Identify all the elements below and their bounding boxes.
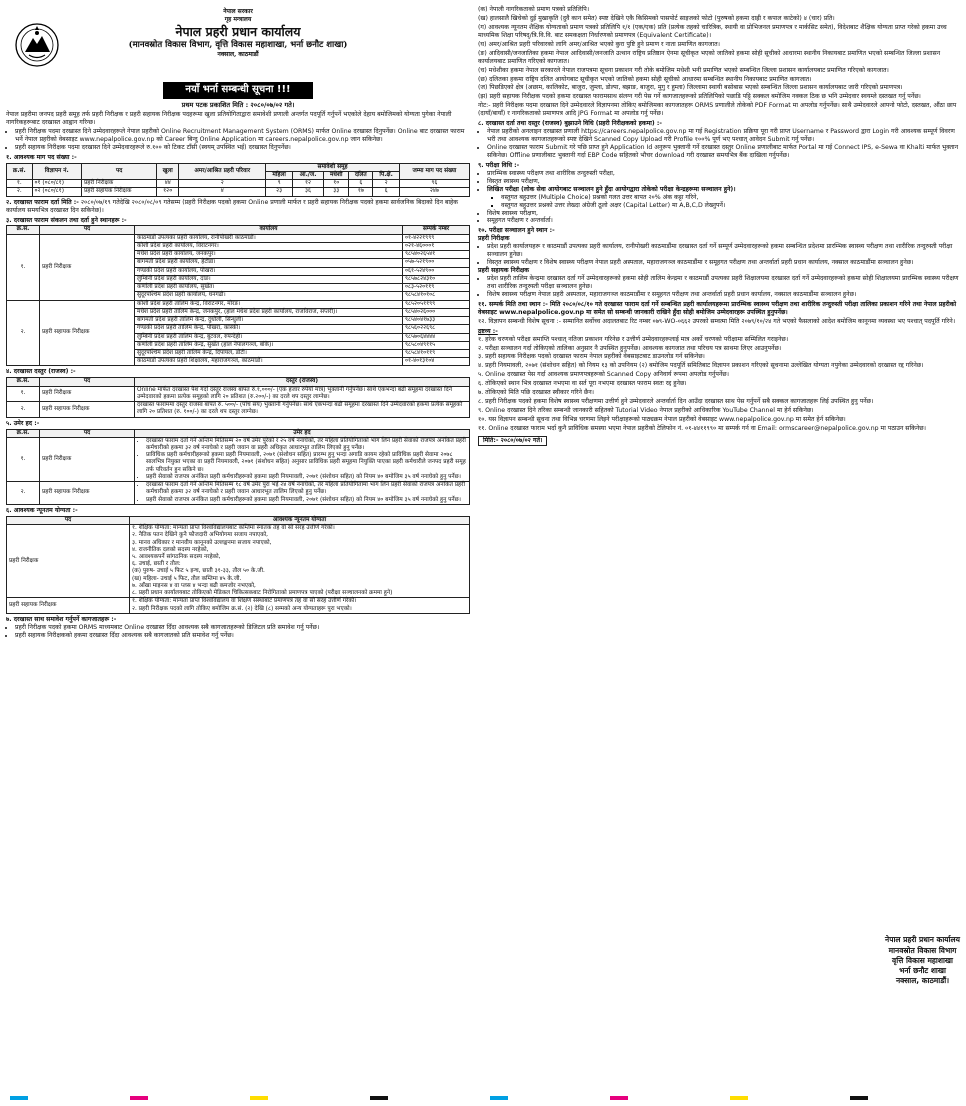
nepal-government-emblem-icon xyxy=(14,22,60,68)
office-phone: ९८५७८२४३१० xyxy=(403,275,470,283)
sign-line: नेपाल प्रहरी प्रधान कार्यालय xyxy=(885,935,960,945)
table-row xyxy=(7,525,470,598)
sec9-title: ९. परीक्षा विधि :- xyxy=(478,161,520,169)
cell: प्रहरी निरीक्षक xyxy=(7,525,130,598)
sign-line: मानवस्रोत विकास विभाग xyxy=(888,945,957,955)
sec9-list xyxy=(478,170,960,226)
sec7-list xyxy=(6,624,470,640)
cell: ६ xyxy=(349,180,373,188)
cell: ३६ xyxy=(292,188,323,196)
sec10-asi: प्रहरी सहायक निरीक्षक xyxy=(478,267,530,275)
dept-line: (मानवस्रोत विकास विभाग, वृत्ति विकास महाशाखा, भर्ना छनौट शाखा) xyxy=(128,40,348,51)
cell: ४ xyxy=(179,188,266,196)
qualification-item: (क) पुरुष- उचाई ५ फिट ५ इन्च, छाती ३१-३३, तौल ५० के.जी. xyxy=(132,568,265,575)
notice-date: मिति:- २०८०/०७/०२ गते। xyxy=(478,436,547,446)
cell: १. xyxy=(7,234,40,300)
sec10-asi-list xyxy=(478,275,960,299)
sec8-list xyxy=(478,128,960,160)
cell: Online मार्फत दरखास्त पेश गर्दा दस्तुर राजस्व बापत रु.१,०००/- (एक हजार रुपैयाँ मात्र) भुक्तानी गर्नुपर्नेछ। साथै एकभन्दा बढी समूहमा दरखास्त दिने उम्मेदवारको हकमा प्रत्येक समूहको लागि २० प्रतिशत (रु.२००/-) का दरले थप दस्तुर लाग्नेछ। xyxy=(135,386,470,401)
cell: ०२ (०८०/८१) xyxy=(32,188,81,196)
publish-date: प्रथम पटक प्रकाशित मिति : २०८०/०७/०२ गते। xyxy=(181,100,295,109)
office-name: कर्णाली प्रदेश प्रहरी तालिम केन्द्र, सुर्खेत (हाल नेपालगञ्ज, बाँके)। xyxy=(135,341,403,349)
note-item: ९. Online दरखास्त दिने तरिका सम्बन्धी जानकारी सहितको Tutorial Video नेपाल प्रहरीको आधिकारिक YouTube Channel मा हेर्न सकिनेछ। xyxy=(478,407,814,415)
cell: दरखास्त फाराममा दस्तुर राजस्व बापत रु. ५००/- (पाँच सय) भुक्तानी गर्नुपर्नेछ। साथै एकभन्दा बढी समूहमा दरखास्त दिने उम्मेदवारको हकमा प्रत्येक समूहको लागि २० प्रतिशत (रु. १००/-) का दरले थप दस्तुर लाग्नेछ। xyxy=(135,402,470,417)
cell: २ xyxy=(373,180,399,188)
sec6-title: ६. आवश्यक न्यूनतम योग्यता :- xyxy=(6,506,78,514)
sec2-text: २०८०/०७/१९ गतेदेखि २०८०/०८/०९ गतेसम्म (प्रहरी निरीक्षक पदको हकमा Online प्रणाली मार्फत र प्रहरी सहायक निरीक्षक पदको हकमा सार्वजनिक बिदाको दिन बाहेक कार्यालय समयभित्र दरखास्त दिन सकिनेछ)। xyxy=(6,198,459,214)
th: पद xyxy=(7,516,130,524)
age-table xyxy=(6,429,470,505)
sec2-title: २. दरखास्त फाराम दर्ता मिति :- xyxy=(6,198,79,206)
cell: ६ xyxy=(373,188,399,196)
office-name: कोशी प्रदेश प्रहरी तालिम केन्द्र, विराटनगर, मोरङ। xyxy=(135,300,403,308)
qualification-item: ४. राजनीतिक दलको सदस्य नरहेको, xyxy=(132,546,209,553)
office-phone: ०५७-५२१९०० xyxy=(403,259,470,267)
cell xyxy=(135,482,470,505)
cell: १. xyxy=(7,180,33,188)
date-wrap xyxy=(478,436,960,446)
sec10-pi-list xyxy=(478,243,960,267)
exam-step: ▪ वस्तुगत बहुउत्तर प्रश्नको उत्तर लेख्दा अंग्रेजी ठूलो अक्षर (Capital Letter) मा A,B,C,D लेख्नुपर्ने। xyxy=(501,202,960,210)
age-rule: • प्रहरी सेवाको राजपत्र अनंकित प्रहरी कर्मचारीहरूको हकमा प्रहरी नियमावली, २०७१ (संशोधन सहित) को नियम ४० बमोजिम ३५ वर्ष ननाघेको हुनु पर्नेछ। xyxy=(146,474,467,481)
document-item: (ज) पिछडिएको क्षेत्र (अछाम, कालिकोट, बाजुरा, जुम्ला, डोल्पा, बझाङ, बाजुरा, मुगु र हुम्ला) जिल्लामा स्थायी बसोबास भएको सम्बन्धित जिल्ला प्रशासन कार्यालयबाट जारी गरिएको प्रमाणपत्र। xyxy=(478,84,903,92)
cell: १. xyxy=(7,386,40,401)
cell: प्रहरी निरीक्षक xyxy=(40,234,135,300)
office-name: लुम्बिनी प्रदेश प्रहरी तालिम केन्द्र, बुटवल, रुपन्देही। xyxy=(135,333,403,341)
office-phone: ९८५७०६४४४४ xyxy=(403,333,470,341)
ministry-line: गृह मन्त्रालय xyxy=(224,15,252,23)
qualification-item: १. शैक्षिक योग्यता: मान्यता प्राप्त विश्वविद्यालय वा शिक्षण संस्थाबाट प्रमाणपत्र तह वा सो सरह उत्तीर्ण गरेको। xyxy=(132,598,357,605)
venue-item: • प्रदेश प्रहरी तालिम केन्द्रमा दरखास्त दर्ता गर्ने उम्मेदवारहरूको हकमा सोही तालिम केन्द्रमा र काठमाडौं उपत्यका प्रहरी शिक्षालयमा दरखास्त दर्ता गर्ने उम्मेदवारहरूको हकमा सोही शिक्षालयमा प्रारम्भिक स्वास्थ्य परीक्षण तथा शारीरिक तन्दुरुस्ती परीक्षा सञ्चालन हुनेछ। xyxy=(487,275,960,291)
venue-item: • प्रदेश प्रहरी कार्यालयहरू र काठमाडौं उपत्यका प्रहरी कार्यालय, रानीपोखरी काठमाडौंमा दरखास्त दर्ता गर्ने सम्पूर्ण उम्मेदवारहरूको हकमा सम्बन्धित प्रदेशमा प्रारम्भिक स्वास्थ्य परीक्षण तथा शारीरिक तन्दुरुस्ती परीक्षा सञ्चालन हुनेछ। xyxy=(487,243,960,259)
sec7-title: ७. दरखास्त साथ समावेश गर्नुपर्ने कागजातहरू :- xyxy=(6,615,117,623)
sec3-title: ३. दरखास्त फाराम संकलन तथा दर्ता हुने स्थानहरू :- xyxy=(6,216,127,224)
th: खुला xyxy=(157,163,179,179)
sec8-item: • Online दरखास्त फाराम Submit गरे पछि प्राप्त हुने Application Id अनुरूप भुक्तानी गर्ने दरखास्त दस्तुर Online प्रणालीबाट मार्फत Portal मा गई Connect IPS, e-Sewa वा Khalti मार्फत भुक्तान सकिनेछ। Offline प्रणालीबाट भुक्तानी गर्दा EBP Code सहितको भौचर download गरी दरखास्त समयभित्र बैंक दाखिला गर्नुपर्नेछ। xyxy=(487,144,960,160)
color-swatch xyxy=(250,1096,268,1100)
document-item: (छ) दलितका हकमा राष्ट्रिय दलित आयोगबाट सूचीकृत भएको जातिको हकमा सोही सूचीको आधारमा सम्बन्धित स्थानीय निकायबाट प्रमाणित कागजात। xyxy=(478,75,812,83)
th: अमर/आश्रित प्रहरी परिवार xyxy=(179,163,266,179)
th: पद xyxy=(81,163,156,179)
sec10-title: १०. परीक्षा सञ्चालन हुने स्थान :- xyxy=(478,227,555,235)
cell: प्रहरी सहायक निरीक्षक xyxy=(40,300,135,366)
th: पद xyxy=(40,226,135,234)
exam-step: • विशेष स्वास्थ्य परीक्षण, xyxy=(487,210,960,218)
color-swatch xyxy=(130,1096,148,1100)
age-rule: • प्रहरी सेवाको राजपत्र अनंकित प्रहरी कर्मचारीहरूको हकमा प्रहरी नियमावली, २०७१ (संशोधन सहित) को नियम ४० बमोजिम ३५ वर्ष ननाघेको हुनु पर्नेछ। xyxy=(146,497,467,504)
office-name: मधेश प्रदेश प्रहरी तालिम केन्द्र, जनकपुर, (हाल मधेश प्रदेश प्रहरी कार्यालय, राजविराज, सप्तरी)। xyxy=(135,308,403,316)
cell: १२० xyxy=(157,188,179,196)
note-item: ६. तोकिएको स्थान भित्र दरखास्त नभएमा वा सर्त पूरा नभएमा दरखास्त फाराम स्वतः रद्द हुनेछ। xyxy=(478,380,687,388)
note-item: ११. Online दरखास्त फाराम भर्दा कुनै प्राविधिक समस्या भएमा नेपाल प्रहरीको टेलिफोन नं. ०१-४४११९९० मा सम्पर्क गर्न वा Email: ormscareer@nepalpolice.gov.np मा पठाउन सकिनेछ। xyxy=(478,424,926,432)
upload-note: नोट:- प्रहरी निरीक्षक पदमा दरखास्त दिने उम्मेदवारले विज्ञापनमा तोकिए बमोजिमका कागजातहरू ORMS प्रणालीले तोकेको PDF Format मा अपलोड गर्नुपर्नेछ। साथै उम्मेदवारले आफ्नो फोटो, दस्तखत, औंठा छाप (दायाँ/बायाँ) र नागरिकताको प्रमाणपत्र आदि JPG Format मा अपलोड गर्नु पर्नेछ। xyxy=(478,102,957,118)
documents-list xyxy=(478,6,960,101)
cell: २. xyxy=(7,482,40,505)
office-phone: ०२१-४६०००१ xyxy=(403,242,470,250)
table-row xyxy=(7,598,470,613)
cell xyxy=(135,437,470,481)
note-item: ३. प्रहरी सहायक निरीक्षक पदको दरखास्त फाराम नेपाल प्रहरीको वेबसाइटबाट डाउनलोड गर्न सकिनेछ। xyxy=(478,353,705,361)
th: जम्मा माग पद संख्या xyxy=(399,163,469,179)
table-row xyxy=(7,402,470,417)
table-row xyxy=(7,234,470,242)
sec8-title: ८. दरखास्त दर्ता तथा दस्तुर (राजस्व) बुझाउने विधि (प्रहरी निरीक्षकको हकमा) :- xyxy=(478,120,662,128)
qualification-item: ५. आवश्यकपर्ने सांगठनिक सदस्य नरहेको, xyxy=(132,553,221,560)
office-name: काठमाडौं उपत्यका प्रहरी शिक्षालय, महाराजगञ्ज, काठमाडौं। xyxy=(135,358,403,366)
document-item: (ग) आवश्यक न्यूनतम शैक्षिक योग्यताको प्रमाण पत्रको प्रतिलिपि १/१ (एक/एक) प्रति (प्रत्येक तहको चारित्रिक, स्थायी वा प्रोभिजनल प्रमाणपत्र र मार्कसिट समेत), विदेशबाट शैक्षिक योग्यता प्राप्त गरेको हकमा उच्च माध्यमिक शिक्षा परिषद्/त्रि.वि.वि. बाट समकक्षता निर्धारणको प्रमाणपत्र (Equivalent Certificate)। xyxy=(478,23,947,39)
qualification-item: ७. आँखा माइनस ४ वा प्लस ४ भन्दा बढी कमजोर नभएको, xyxy=(132,582,256,589)
th: सम्पर्क नम्बर xyxy=(403,226,470,234)
cell: ४४ xyxy=(157,180,179,188)
office-phone: ०६१-५२४९०० xyxy=(403,267,470,275)
exam-step: • लिखित परीक्षा (लोक सेवा आयोगबाट सञ्चालन हुने हुँदा आयोगद्वारा तोकेको परीक्षा केन्द्रहरूमा सञ्चालन हुने)। xyxy=(487,186,960,194)
th: उमेर हद xyxy=(135,429,470,437)
office-name: कर्णाली प्रदेश प्रहरी कार्यालय, सुर्खेत। xyxy=(135,284,403,292)
offices-table xyxy=(6,225,470,366)
sign-line: भर्ना छनौट शाखा xyxy=(899,965,946,975)
office-name: सुदूरपश्चिम प्रदेश प्रहरी तालिम केन्द्र, दिपायल, डोटी। xyxy=(135,350,403,358)
intro-bullets xyxy=(6,128,470,152)
note-item: ८. प्रहरी निरीक्षक पदको हकमा विशेष स्वास्थ्य परीक्षणमा उत्तीर्ण हुने उम्मेदवारले अन्तर्वार्ता दिन आउँदा दरखास्त साथ पेस गर्नुपर्ने सबै सक्कल कागजातहरू लिई उपस्थित हुनु पर्नेछ। xyxy=(478,398,874,406)
cell: १२ xyxy=(292,180,323,188)
th: कार्यालय xyxy=(135,226,403,234)
cell: १० xyxy=(324,180,349,188)
office-phone: ९८५४०२६५४१ xyxy=(403,251,470,259)
qualification-item: ८. प्रहरी प्रधान कार्यालयबाट तोकिएको मेडिकल चिकित्सकबाट निरोगिताको प्रमाणपत्र पाएको (परीक्षा सञ्चालनको क्रममा हुने) xyxy=(132,590,393,597)
qualification-item: ६. उचाई, छाती र तौल: xyxy=(132,561,181,568)
vacancy-table xyxy=(6,163,470,197)
table-row xyxy=(7,386,470,401)
sign-line: वृत्ति विकास महाशाखा xyxy=(892,955,953,965)
th: विज्ञापन नं. xyxy=(32,163,81,179)
intro-bullet: • प्रहरी निरीक्षक पदमा दरखास्त दिने उम्मेदवारहरूले नेपाल प्रहरीको Online Recruitment Management System (ORMS) मार्फत Online दरखास्त दिनुपर्नेछ। Online बाट दरखास्त फाराम भर्ने नेपाल प्रहरीको वेबसाइट www.nepalpolice.gov.np को Career बिन्दु Online Application मा careers.nepalpolice.gov.np जान सकिनेछ। xyxy=(15,128,470,144)
office-phone: ९८५४०२६००० xyxy=(403,308,470,316)
th-group: समावेशी समूह xyxy=(266,163,399,171)
cell: प्रहरी सहायक निरीक्षक xyxy=(7,598,130,613)
color-swatch xyxy=(610,1096,628,1100)
sign-line: नक्साल, काठमाडौं। xyxy=(895,975,950,985)
qualification-item: ३. मानव अधिकार र मानवीय कानूनको उल्लङ्घनमा सजाय नपाएको, xyxy=(132,539,272,546)
offices-body xyxy=(7,234,470,366)
sec10-pi: प्रहरी निरीक्षक xyxy=(478,235,510,243)
cell xyxy=(130,598,470,613)
office-phone: ९८५२०५११९९ xyxy=(403,300,470,308)
th: आ./ज. xyxy=(292,171,323,179)
office-name: काठमाडौं उपत्यका प्रहरी कार्यालय, रानीपोखरी काठमाडौं। xyxy=(135,234,403,242)
cell: ३३ xyxy=(324,188,349,196)
org-title: नेपाल प्रहरी प्रधान कार्यालय xyxy=(175,24,301,40)
note-item: १. हरेक चरणको परीक्षा समाप्ति पश्चात् नतिजा प्रकाशन गरिनेछ र उत्तीर्ण उम्मेदवारहरूलाई मात्र अर्को चरणको परीक्षामा सम्मिलित गराइनेछ। xyxy=(478,335,789,343)
color-swatch xyxy=(850,1096,868,1100)
document-item: (घ) अमर/आश्रित प्रहरी परिवारको लागि अमर/आश्रित भएको कुरा पुष्टि हुने प्रमाण र नाता प्रमाणित कागजात। xyxy=(478,40,720,48)
fee-table xyxy=(6,377,470,417)
note-item: ५. Online दरखास्त पेस गर्दा आवश्यक प्रमाणपत्रहरूको Scanned Copy अनिवार्य रूपमा अपलोड गर्नुपर्नेछ। xyxy=(478,371,729,379)
cell: प्रहरी सहायक निरीक्षक xyxy=(81,188,156,196)
qualification-item: (ख) महिला- उचाई ५ फिट, तौल कम्तिमा ४५ के.जी. xyxy=(132,575,242,582)
th: आवश्यक न्यूनतम योग्यता xyxy=(130,516,470,524)
office-phone: ९८५८४१०११९ xyxy=(403,350,470,358)
sec5-title: ५. उमेर हद :- xyxy=(6,419,40,427)
sec1-title: १. आवश्यक माग पद संख्या :- xyxy=(6,153,77,161)
cell: प्रहरी सहायक निरीक्षक xyxy=(40,402,135,417)
cell: २३ xyxy=(266,188,293,196)
table-row xyxy=(7,188,470,196)
qualification-item: १. शैक्षिक योग्यता: मान्यता प्राप्त विश्वविद्यालयबाट कम्तिमा स्नातक तह वा सो सरह उत्तीर्ण गरेको। xyxy=(132,525,335,532)
cell: २. xyxy=(7,188,33,196)
qualification-table xyxy=(6,516,470,614)
cell: २. xyxy=(7,300,40,366)
qualification-item: २. प्रहरी निरीक्षक पदको लागि तोकिए बमोजिम क्र.सं. (२) देखि (८) सम्मको अन्य योग्यताहरू पुरा भएको। xyxy=(132,605,352,612)
document-item: (ख) हालसालै खिचेको दुई मुखाकृति (दुवै कान समेत) स्पष्ट देखिने एकै किसिमको पासपोर्ट साइजको फोटो (पुरुषको हकमा दाह्री र कपाल काटेको) ४ (चार) प्रति। xyxy=(478,14,835,22)
cell: २४७ xyxy=(399,188,469,196)
color-swatch xyxy=(10,1096,28,1100)
color-swatch xyxy=(370,1096,388,1100)
cell: ०१ (०८०/८१) xyxy=(32,180,81,188)
office-name: लुम्बिनी प्रदेश प्रहरी कार्यालय, दाङ। xyxy=(135,275,403,283)
th: दलित xyxy=(349,171,373,179)
office-name: गण्डकी प्रदेश प्रहरी तालिम केन्द्र, पोखरा, कास्की। xyxy=(135,325,403,333)
th: पि.क्षे. xyxy=(373,171,399,179)
office-phone: ९८५८०४९११५ xyxy=(403,341,470,349)
exam-step: • विस्तृत स्वास्थ्य परीक्षण, xyxy=(487,178,960,186)
age-rule: • दरखास्त फाराम दर्ता गर्ने अन्तिम मितिसम्म १८ वर्ष उमेर पुरा भई २४ वर्ष ननाघेको, तर महिला प्रतियोगितामा भाग लिन प्रहरी सेवाको राजपत्र अनंकित प्रहरी कर्मचारीको हकमा ३२ वर्ष ननाघेको र प्रहरी जवान आधारभूत तालिम लिएको हुनु पर्नेछ। xyxy=(146,482,467,496)
place-line: नक्साल, काठमाडौं xyxy=(217,51,259,59)
th: मधेशी xyxy=(324,171,349,179)
document-item: (ङ) आदिवासी/जनजातिका हकमा नेपाल आदिवासी/जनजाति उत्थान राष्ट्रिय प्रतिष्ठान ऐनमा सूचीकृत भएको जातिको हकमा सोही सूचीको आधारमा स्थानीय निकायबाट प्रमाणित भएको सम्बन्धित जिल्ला प्रशासन कार्यालयबाट प्रमाणित गरिएको कागजात। xyxy=(478,49,941,65)
th: क्र.सं. xyxy=(7,163,33,179)
cell: प्रहरी निरीक्षक xyxy=(81,180,156,188)
th: क्र.सं. xyxy=(7,226,40,234)
table-row xyxy=(7,180,470,188)
table-row xyxy=(7,482,470,505)
color-swatch xyxy=(730,1096,748,1100)
misc-list xyxy=(478,336,960,433)
exam-step: • समूहगत परीक्षण र अन्तर्वार्ता। xyxy=(487,217,960,225)
office-phone: ०१-४०१३१०४ xyxy=(403,358,470,366)
misc-title: द्रष्टव्य :- xyxy=(478,327,498,335)
intro-bullet: • प्रहरी सहायक निरीक्षक पदमा दरखास्त दिने उम्मेदवारहरूले रु.१०० को टिकट टाँसी (स्वयम् उपस्थित भई) दरखास्त दिनुपर्नेछ। xyxy=(15,144,470,152)
office-phone: ०८३-५२०११९ xyxy=(403,284,470,292)
exam-step: • प्रारम्भिक स्वास्थ्य परीक्षण तथा शारीरिक तन्दुरुस्ती परीक्षा, xyxy=(487,170,960,178)
qualification-item: २. नैतिक पतन देखिने कुनै फौजदारी अभियोगमा सजाय नपाएको, xyxy=(132,532,269,539)
office-name: मधेश प्रदेश प्रहरी कार्यालय, जनकपुर। xyxy=(135,251,403,259)
cell: प्रहरी सहायक निरीक्षक xyxy=(40,482,135,505)
doc-rule: • प्रहरी निरीक्षक पदको हकमा ORMS माध्यमबाट Online दरखास्त दिँदा आवश्यक सबै कागजातहरूको डिजिटल प्रति समावेश गर्नु पर्नेछ। xyxy=(15,624,470,632)
cell: २. xyxy=(7,402,40,417)
intro-text: नेपाल प्रहरीमा जनपद प्रहरी समूह तर्फ प्रहरी निरीक्षक र प्रहरी सहायक निरीक्षक पदहरूमा खुला प्रतियोगिताद्वारा समावेशी प्रणाली अन्तर्गत पदपूर्ति गर्नुपर्ने भएकोले देहाय बमोजिमको योग्यता पुगेका नेपाली नागरिकहरूबाट दरखास्त आह्वान गरिन्छ। xyxy=(6,111,452,127)
left-column xyxy=(6,6,470,640)
venue-item: • विशेष स्वास्थ्य परीक्षण नेपाल प्रहरी अस्पताल, महाराजगञ्ज काठमाडौंमा र समूहगत परीक्षण तथा अन्तर्वार्ता प्रहरी प्रधान कार्यालय, नक्साल काठमाडौंमा सञ्चालन हुनेछ। xyxy=(487,291,960,299)
sec8-item: • नेपाल प्रहरीको अनलाइन दरखास्त प्रणाली https://careers.nepalpolice.gov.np मा गई Registration प्रक्रिया पूरा गरी प्राप्त Username र Password द्वारा Login गरी आवश्यक सम्पूर्ण विवरण भरी तथा आवश्यक कागजातहरूको स्पष्ट देखिने Scanned Copy Upload गरी Profile १००% पूर्ण भए पश्चात् आवेदन Submit गर्नु पर्नेछ। xyxy=(487,128,960,144)
cell: ९६ xyxy=(399,180,469,188)
color-swatch xyxy=(490,1096,508,1100)
age-rule: • प्राविधिक प्रहरी कर्मचारीहरूको हकमा प्रहरी नियमावली, २०७१ (संशोधन सहित) प्रारम्भ हुनु भन्दा अगाडि कायम रहेको प्राविधिक प्रहरी सेवामा २०७८ सालभित्र नियुक्त भएका वा प्रहरी नियमावली, २०७१ (संशोधन सहित) अनुसार प्राविधिक प्रहरी समूहमा नियुक्ति पाएका प्रहरी कर्मचारीले जनपद प्रहरी समूह तर्फ परिवर्तन हुन सकिने छ। xyxy=(146,452,467,474)
notice-banner: नयाँ भर्ना सम्बन्धी सूचना !!! xyxy=(163,82,313,99)
table-row xyxy=(7,300,470,308)
table-row xyxy=(7,437,470,481)
cell: १. xyxy=(7,437,40,481)
office-phone: ९८५८४१०१०८ xyxy=(403,292,470,300)
th: पद xyxy=(40,429,135,437)
th: महिला xyxy=(266,171,293,179)
note-item: ७. तोकिएको मिति पछि दरखास्त स्वीकार गरिने छैन। xyxy=(478,389,595,397)
cell xyxy=(130,525,470,598)
document-item: (झ) प्रहरी सहायक निरीक्षक पदको हकमा दरखास्त फारामसाथ संलग्न गरी पेस गर्ने कागजातहरूको प्रतिलिपिको पछाडि पट्टि सक्कल बमोजिम नक्कल ठिक छ भनि उम्मेदवार स्वयम्ले दस्तखत गर्नु पर्नेछ। xyxy=(478,93,921,101)
sec2 xyxy=(6,199,470,215)
note-item: १०. यस विज्ञापन सम्बन्धी सूचना तथा विभिन्न चरणमा लिइने परीक्षाहरूको पाठ्यक्रम नेपाल प्रहरीको वेबसाइट www.nepalpolice.gov.np मा समेत हेर्न सकिनेछ। xyxy=(478,416,846,423)
sec12: १२. विज्ञापन सम्बन्धी विशेष सूचना :- सम्मानित सर्वोच्च अदालतबाट रिट नम्बर ०७९-WO-०६६२ उपरको सम्वत्मा मिति २०७९/१०/२४ गते भएको फैसलाको आदेश बमोजिम कानूनमा व्यवस्था भए पश्चात् पदपूर्ति गरिने। xyxy=(478,317,956,325)
office-name: बागमती प्रदेश प्रहरी तालिम केन्द्र, दुधौली, सिन्धुली। xyxy=(135,317,403,325)
document-item: (च) मधेशीका हकमा नेपाल सरकारले नेपाल राजपत्रमा सूचना प्रकाशन गरी तोके बमोजिम मधेशी भनी प्रमाणित भएको सम्बन्धित जिल्ला प्रशासन कार्यालयबाट प्रमाणित गरिएको कागजात। xyxy=(478,66,889,74)
cell: १७ xyxy=(349,188,373,196)
office-name: गण्डकी प्रदेश प्रहरी कार्यालय, पोखरा। xyxy=(135,267,403,275)
right-column xyxy=(478,6,960,446)
sec4-title: ४. दरखास्त दस्तुर (राजस्व) :- xyxy=(6,368,76,376)
gov-line: नेपाल सरकार xyxy=(223,8,253,15)
office-name: कोशी प्रदेश प्रहरी कार्यालय, विराटनगर। xyxy=(135,242,403,250)
th: क्र.सं. xyxy=(7,429,40,437)
note-item: ४. प्रहरी नियमावली, २०७१ (संशोधन सहित) को नियम १३ को उपनियम (२) बमोजिम पदपूर्ति समितिबाट विज्ञापन प्रकाशन गरिएको सूचनामा उल्लेखित योग्यता नपुगेका उम्मेदवारको दरखास्त रद्द गरिनेछ। xyxy=(478,362,924,370)
doc-rule: • प्रहरी सहायक निरीक्षकको हकमा दरखास्त दिँदा आवश्यक सबै कागजातको प्रति समावेश गर्नु पर्नेछ। xyxy=(15,632,470,640)
th: दस्तुर (राजस्व) xyxy=(135,378,470,386)
document-item: (क) नेपाली नागरिकताको प्रमाण पत्रको प्रतिलिपि। xyxy=(478,6,590,13)
print-color-strip xyxy=(0,1088,966,1106)
th: पद xyxy=(40,378,135,386)
exam-step: ▪ वस्तुगत बहुउत्तर (Multiple Choice) प्रश्नको गलत उत्तर बापत २०% अंक कट्टा गरिने, xyxy=(501,194,960,202)
cell: २ xyxy=(179,180,266,188)
office-name: सुदूरपश्चिम प्रदेश प्रहरी कार्यालय, धनगढी। xyxy=(135,292,403,300)
office-phone: ०१-४२२१९९९ xyxy=(403,234,470,242)
office-phone: ९८५६०२२६९८ xyxy=(403,325,470,333)
office-phone: ९८५४०४१७३३ xyxy=(403,317,470,325)
sec11: ११. सम्पर्क मिति तथा स्थान :- मिति २०८०/०८/१० गते दरखास्त फाराम दर्ता गर्ने सम्बन्धित प्रहरी कार्यालयहरूमा प्रारम्भिक स्वास्थ्य परीक्षण तथा शारीरिक तन्दुरुस्ती परीक्षा तालिका प्रकाशन गरिने तथा नेपाल प्रहरीको वेबसाइट www.nepalpolice.gov.np मा समेत सो सम्बन्धी जानकारी राखिने हुँदा सोही बमोजिम उम्मेदवारहरू उपस्थित हुनुपर्नेछ। xyxy=(478,300,957,316)
cell: प्रहरी निरीक्षक xyxy=(40,437,135,481)
cell: ९ xyxy=(266,180,293,188)
age-rule: • दरखास्त फाराम दर्ता गर्ने अन्तिम मितिसम्म २० वर्ष उमेर पुरेको र २५ वर्ष ननाघेको, तर महिला प्रतियोगिताको भाग लिन प्रहरी सेवाको राजपत्र अनंकित प्रहरी कर्मचारीको हकमा ३२ वर्ष ननाघेको र प्रहरी जवान वा प्रहरी अधिकृत आधारभूत तालिम लिएको हुनु पर्नेछ। xyxy=(146,438,467,452)
header xyxy=(6,8,470,78)
th: क्र.सं. xyxy=(7,378,40,386)
note-item: २. परीक्षा सञ्चालन गर्दा तोकिएको तालिका अनुसार नै उपस्थित हुनुपर्नेछ। आवश्यक कागजात तथा परिचय पत्र साथमा लिएर आउनुपर्नेछ। xyxy=(478,344,782,352)
signature-block xyxy=(885,935,960,986)
venue-item: • विस्तृत स्वास्थ्य परीक्षण र विशेष स्वास्थ्य परीक्षण नेपाल प्रहरी अस्पताल, महाराजगञ्ज काठमाडौंमा र समूहगत परीक्षण तथा अन्तर्वार्ता प्रहरी प्रधान कार्यालय, नक्साल काठमाडौंमा सञ्चालन हुनेछ। xyxy=(487,259,960,267)
office-name: बागमती प्रदेश प्रहरी कार्यालय, हेटौंडा। xyxy=(135,259,403,267)
cell: प्रहरी निरीक्षक xyxy=(40,386,135,401)
